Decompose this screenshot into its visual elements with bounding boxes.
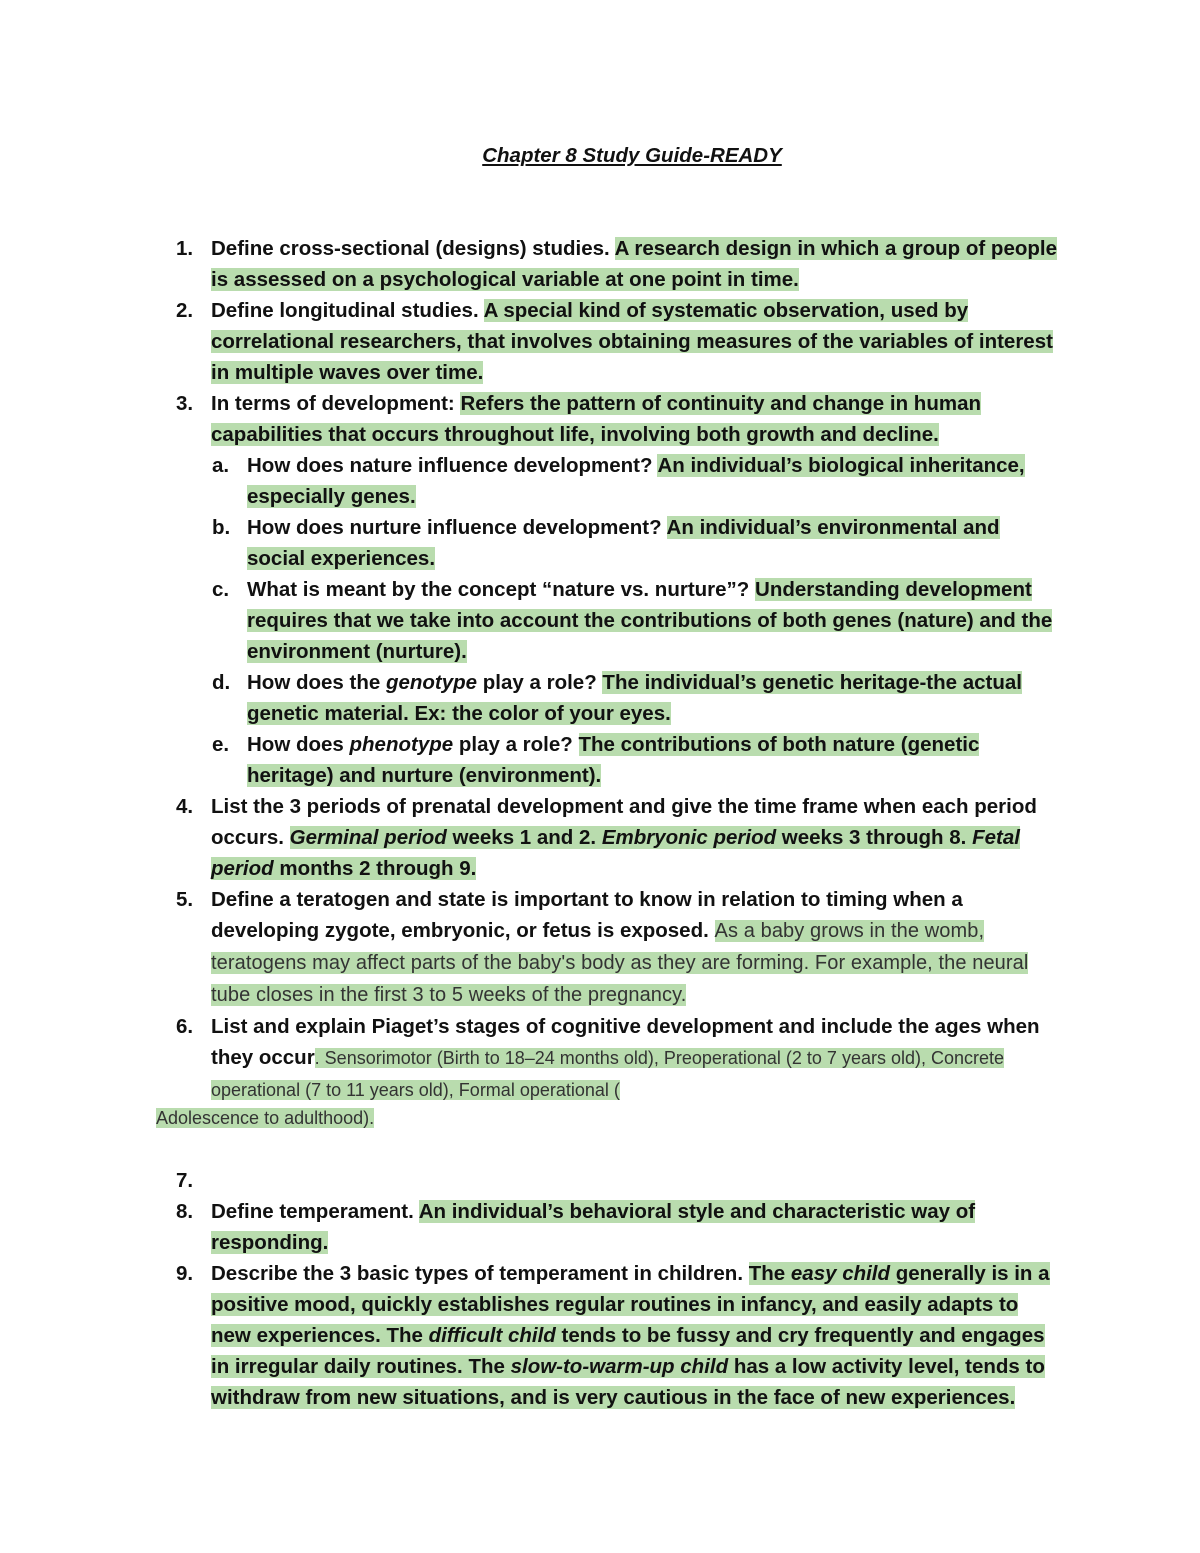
item-number: 6. bbox=[176, 1015, 194, 1038]
question-text: List the 3 periods of prenatal development and give the time frame when each period occurs. bbox=[211, 795, 1037, 849]
item-number: 2. bbox=[176, 299, 194, 322]
answer-text: A special kind of systematic observation, used by correlational researchers, that involves obtaining measures of the variables of interest in multiple waves over time. bbox=[211, 299, 1053, 384]
answer-text: An individual’s behavioral style and characteristic way of responding. bbox=[211, 1200, 976, 1254]
question-text: play a role? bbox=[477, 671, 603, 694]
sub-item-e bbox=[0, 729, 1061, 791]
item-number: 8. bbox=[176, 1200, 194, 1223]
period-name: Germinal period bbox=[289, 826, 447, 849]
list-item-7 bbox=[0, 1165, 1061, 1196]
question-text: play a role? bbox=[453, 733, 579, 756]
sub-item-a bbox=[0, 450, 1061, 512]
question-text: How does the bbox=[247, 671, 386, 694]
list-item-3 bbox=[0, 388, 1061, 450]
answer-text: A research design in which a group of people is assessed on a psychological variable at one point in time. bbox=[211, 237, 1057, 291]
item-number: 9. bbox=[176, 1262, 194, 1285]
answer-segment: generally is in a positive mood, quickly establishes regular routines in infancy, and easily adapts to new experiences. The bbox=[211, 1262, 1050, 1347]
answer-text: As a baby grows in the womb, teratogens may affect parts of the baby's body as they are forming. For example, the neural tube closes in the first 3 to 5 weeks of the pregnancy. bbox=[211, 920, 1029, 1006]
study-guide-list-continued bbox=[0, 1165, 1200, 1413]
question-text: Define longitudinal studies. bbox=[211, 299, 484, 322]
sub-item-letter: d. bbox=[212, 671, 231, 694]
emphasis-term: genotype bbox=[385, 671, 478, 694]
question-text: How does nature influence development? bbox=[247, 454, 658, 477]
item-number: 1. bbox=[176, 237, 194, 260]
question-text: How does nurture influence development? bbox=[247, 516, 667, 539]
question-text: In terms of development: bbox=[211, 392, 461, 415]
sub-item-letter: e. bbox=[212, 733, 230, 756]
answer-text bbox=[211, 826, 1020, 880]
sub-item-b bbox=[0, 512, 1061, 574]
list-item-1 bbox=[0, 233, 1061, 295]
question-text: Describe the 3 basic types of temperament in children. bbox=[211, 1262, 749, 1285]
answer-text: Adolescence to adulthood). bbox=[156, 1108, 375, 1128]
answer-text: An individual’s biological inheritance, especially genes. bbox=[247, 454, 1025, 508]
question-text: What is meant by the concept “nature vs. nurture”? bbox=[247, 578, 756, 601]
emphasis-term: slow-to-warm-up child bbox=[510, 1355, 729, 1378]
continued-answer bbox=[156, 1103, 374, 1133]
answer-text: Understanding development requires that we take into account the contributions of both genes (nature) and the environment (nurture). bbox=[247, 578, 1053, 663]
page-title: Chapter 8 Study Guide-READY bbox=[482, 144, 782, 167]
answer-segment: has a low activity level, tends to withdraw from new situations, and is very cautious in the face of new experiences. bbox=[211, 1355, 1045, 1409]
study-guide-list bbox=[0, 233, 1200, 1106]
answer-text: Refers the pattern of continuity and change in human capabilities that occurs throughout life, involving both growth and decline. bbox=[211, 392, 981, 446]
answer-text: The contributions of both nature (genetic heritage) and nurture (environment). bbox=[247, 733, 980, 787]
answer-text: . Sensorimotor (Birth to 18–24 months old), Preoperational (2 to 7 years old), Concrete operational (7 to 11 years old), Formal operational ( bbox=[211, 1048, 1005, 1100]
period-name: Fetal period bbox=[211, 826, 1020, 880]
sub-item-letter: a. bbox=[212, 454, 230, 477]
answer-text: The individual’s genetic heritage-the actual genetic material. Ex: the color of your eyes. bbox=[247, 671, 1023, 725]
item-number: 4. bbox=[176, 795, 194, 818]
question-text: How does bbox=[247, 733, 350, 756]
question-text: Define a teratogen and state is important to know in relation to timing when a developing zygote, embryonic, or fetus is exposed. bbox=[211, 888, 963, 942]
emphasis-term: phenotype bbox=[349, 733, 454, 756]
answer-text: An individual’s environmental and social experiences. bbox=[247, 516, 1000, 570]
item-number: 7. bbox=[176, 1169, 194, 1192]
list-item-6 bbox=[0, 1011, 1061, 1106]
period-time: weeks 1 and 2. bbox=[446, 826, 602, 849]
question-text: Define temperament. bbox=[211, 1200, 419, 1223]
period-time: weeks 3 through 8. bbox=[776, 826, 973, 849]
emphasis-term: difficult child bbox=[428, 1324, 556, 1347]
answer-segment: The bbox=[748, 1262, 791, 1285]
question-text: List and explain Piaget’s stages of cognitive development and include the ages when they occur bbox=[211, 1015, 1040, 1069]
sub-item-letter: c. bbox=[212, 578, 230, 601]
emphasis-term: easy child bbox=[790, 1262, 891, 1285]
answer-segment: tends to be fussy and cry frequently and engages in irregular daily routines. The bbox=[211, 1324, 1045, 1378]
list-item-2 bbox=[0, 295, 1061, 388]
sub-item-c bbox=[0, 574, 1061, 667]
period-time: months 2 through 9. bbox=[273, 857, 477, 880]
sub-item-d bbox=[0, 667, 1061, 729]
list-item-4 bbox=[0, 791, 1061, 884]
sub-item-letter: b. bbox=[212, 516, 231, 539]
list-item-8 bbox=[0, 1196, 1061, 1258]
item-number: 5. bbox=[176, 888, 194, 911]
item-number: 3. bbox=[176, 392, 194, 415]
period-name: Embryonic period bbox=[601, 826, 777, 849]
list-item-5 bbox=[0, 884, 1061, 1011]
question-text: Define cross-sectional (designs) studies. bbox=[211, 237, 615, 260]
list-item-9 bbox=[0, 1258, 1061, 1413]
